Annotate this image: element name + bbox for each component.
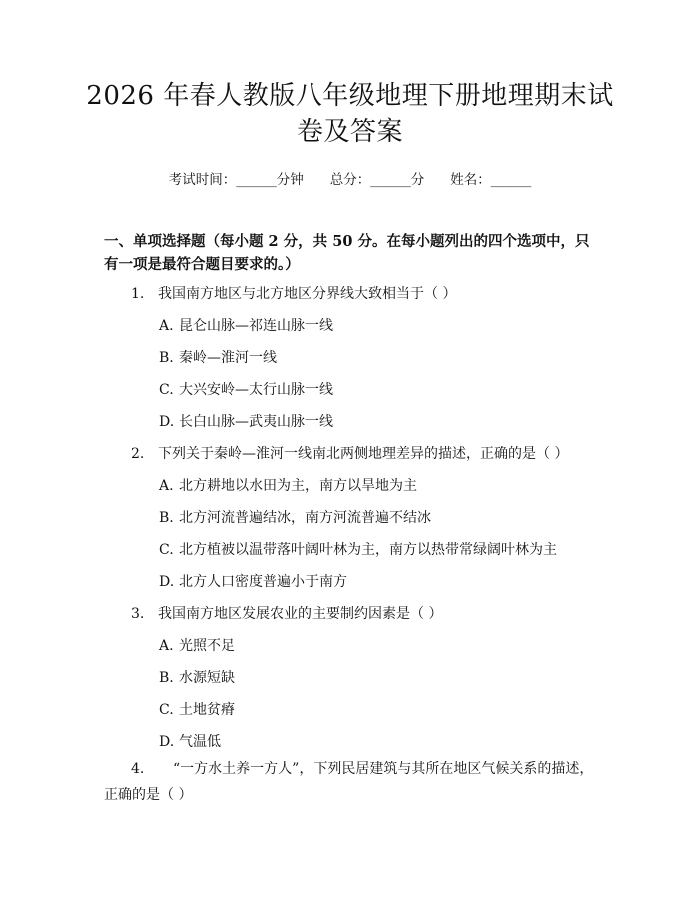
question-2-option-b (0, 502, 700, 534)
option-letter: D. (159, 414, 175, 430)
option-text: 昆仑山脉—祁连山脉一线 (179, 318, 333, 334)
question-1-option-b (0, 342, 700, 374)
question-stem: “一方水土养一方人”，下列民居建筑与其所在地区气候关系的描述，正确的是（ ） (104, 761, 594, 803)
option-letter: C. (159, 382, 174, 398)
question-2 (0, 438, 700, 470)
option-letter: C. (159, 702, 174, 718)
exam-score-field: 总分：______分 (329, 172, 425, 188)
question-2-option-c (0, 534, 700, 566)
exam-title (60, 78, 640, 150)
option-letter: A. (159, 638, 174, 654)
option-letter: D. (159, 734, 175, 750)
exam-title-line-2: 卷及答案 (296, 117, 403, 147)
option-letter: C. (159, 542, 174, 558)
question-1-option-c (0, 374, 700, 406)
question-3-option-b (0, 662, 700, 694)
question-stem: 下列关于秦岭—淮河一线南北两侧地理差异的描述，正确的是（ ） (158, 446, 569, 462)
section-heading: 一、单项选择题（每小题 2 分，共 50 分。在每小题列出的四个选项中，只有一项是最符合题目要求的。） (104, 233, 590, 273)
question-number: 1. (131, 286, 145, 302)
option-text: 北方耕地以水田为主，南方以旱地为主 (179, 478, 417, 494)
option-text: 北方人口密度普遍小于南方 (179, 574, 347, 590)
question-number: 2. (131, 446, 145, 462)
question-3 (0, 598, 700, 630)
question-3-option-d (0, 726, 700, 758)
question-3-option-c (0, 694, 700, 726)
option-letter: A. (159, 318, 174, 334)
question-stem: 我国南方地区与北方地区分界线大致相当于（ ） (158, 286, 457, 302)
question-number: 4. (131, 761, 145, 777)
question-1 (0, 278, 700, 310)
option-letter: B. (159, 350, 174, 366)
option-text: 土地贫瘠 (179, 702, 235, 718)
option-text: 气温低 (179, 734, 221, 750)
question-stem: 我国南方地区发展农业的主要制约因素是（ ） (158, 606, 443, 622)
question-3-option-a (0, 630, 700, 662)
option-text: 大兴安岭—太行山脉一线 (179, 382, 333, 398)
exam-name-field: 姓名：______ (450, 172, 532, 188)
option-letter: D. (159, 574, 175, 590)
exam-time-field: 考试时间：______分钟 (168, 172, 304, 188)
option-text: 北方河流普遍结冰，南方河流普遍不结冰 (179, 510, 431, 526)
option-text: 水源短缺 (179, 670, 235, 686)
option-text: 北方植被以温带落叶阔叶林为主，南方以热带常绿阔叶林为主 (179, 542, 557, 558)
question-2-option-d (0, 566, 700, 598)
question-list (0, 278, 700, 758)
question-2-option-a (0, 470, 700, 502)
exam-title-line-1: 2026 年春人教版八年级地理下册地理期末试 (86, 81, 614, 111)
question-number: 3. (131, 606, 145, 622)
question-4 (104, 756, 602, 808)
option-letter: B. (159, 510, 174, 526)
option-text: 秦岭—淮河一线 (179, 350, 277, 366)
option-letter: A. (159, 478, 174, 494)
exam-meta (0, 168, 700, 188)
question-1-option-d (0, 406, 700, 438)
question-1-option-a (0, 310, 700, 342)
option-letter: B. (159, 670, 174, 686)
option-text: 光照不足 (179, 638, 235, 654)
option-text: 长白山脉—武夷山脉一线 (179, 414, 333, 430)
